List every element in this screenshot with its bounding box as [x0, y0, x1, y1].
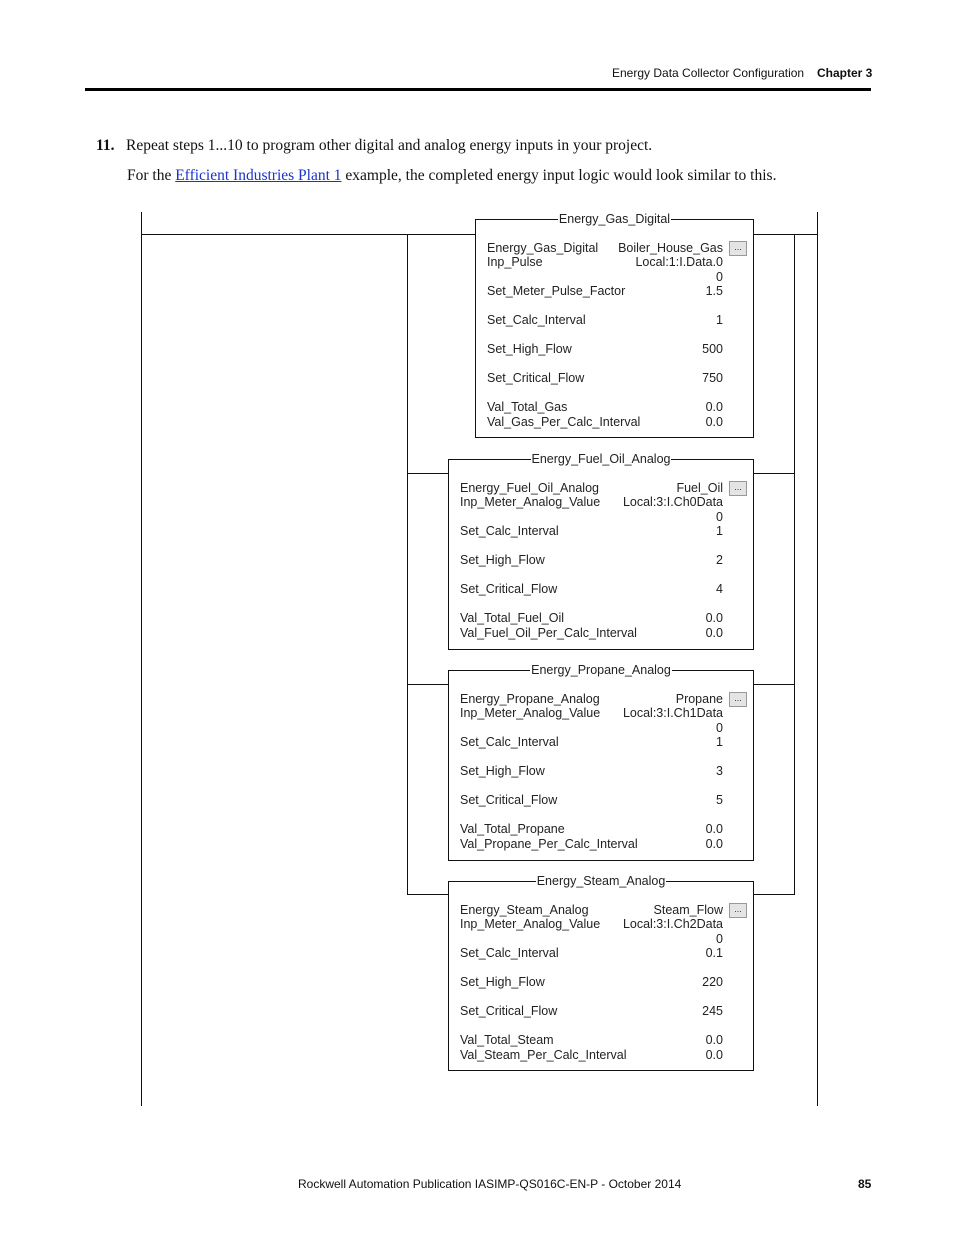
- aoi-param-row: Val_Steam_Per_Calc_Interval 0.0: [460, 1048, 723, 1062]
- aoi-param-row: 0: [716, 270, 723, 284]
- left-power-rail: [141, 212, 142, 1106]
- aoi-param-row: Set_High_Flow 3: [460, 764, 723, 778]
- para-prefix: For the: [127, 167, 176, 184]
- browse-button[interactable]: ...: [729, 903, 747, 918]
- step-text: Repeat steps 1...10 to program other digital and analog energy inputs in your project.: [126, 137, 653, 154]
- branch-right-wire: [794, 234, 795, 894]
- aoi-param-row: Set_Critical_Flow 750: [487, 371, 723, 385]
- aoi-param-row: Set_Calc_Interval 0.1: [460, 946, 723, 960]
- aoi-param-row: Val_Gas_Per_Calc_Interval 0.0: [487, 415, 723, 429]
- aoi-param-row: Set_High_Flow 2: [460, 553, 723, 567]
- aoi-instance-row: Energy_Gas_Digital Boiler_House_Gas: [487, 241, 723, 255]
- aoi-param-row: Set_Critical_Flow 245: [460, 1004, 723, 1018]
- footer-page-number: 85: [858, 1177, 872, 1191]
- aoi-param-row: Set_Calc_Interval 1: [487, 313, 723, 327]
- aoi-title: Energy_Steam_Analog: [536, 874, 666, 888]
- browse-button[interactable]: ...: [729, 692, 747, 707]
- header-section-title: Energy Data Collector Configuration: [612, 66, 805, 80]
- aoi-param-row: Set_Critical_Flow 5: [460, 793, 723, 807]
- aoi-param-row: Inp_Pulse Local:1:I.Data.0: [487, 255, 723, 269]
- aoi-param-row: Val_Fuel_Oil_Per_Calc_Interval 0.0: [460, 626, 723, 640]
- aoi-param-row: Val_Total_Propane 0.0: [460, 822, 723, 836]
- aoi-param-row: Inp_Meter_Analog_Value Local:3:I.Ch2Data: [460, 917, 723, 931]
- aoi-param-row: Val_Total_Gas 0.0: [487, 400, 723, 414]
- efficient-industries-link[interactable]: Efficient Industries Plant 1: [175, 167, 342, 184]
- aoi-param-row: 0: [716, 721, 723, 735]
- header-chapter: Chapter 3: [817, 66, 873, 80]
- aoi-param-row: Set_Meter_Pulse_Factor 1.5: [487, 284, 723, 298]
- header-rule: [85, 88, 871, 91]
- aoi-block-steam-analog[interactable]: [448, 874, 754, 1071]
- aoi-param-row: Set_High_Flow 500: [487, 342, 723, 356]
- aoi-instance-row: Energy_Fuel_Oil_Analog Fuel_Oil: [460, 481, 723, 495]
- aoi-block-propane-analog[interactable]: [448, 663, 754, 861]
- aoi-title: Energy_Gas_Digital: [558, 212, 671, 226]
- aoi-param-row: 0: [716, 932, 723, 946]
- aoi-block-gas-digital[interactable]: [475, 212, 754, 438]
- aoi-param-row: Set_Calc_Interval 1: [460, 524, 723, 538]
- right-power-rail: [817, 212, 818, 1106]
- aoi-param-row: Val_Total_Steam 0.0: [460, 1033, 723, 1047]
- aoi-param-row: Val_Propane_Per_Calc_Interval 0.0: [460, 837, 723, 851]
- step-11: [96, 137, 652, 155]
- aoi-param-row: Set_Calc_Interval 1: [460, 735, 723, 749]
- aoi-param-row: Set_High_Flow 220: [460, 975, 723, 989]
- aoi-instance-row: Energy_Steam_Analog Steam_Flow: [460, 903, 723, 917]
- example-paragraph: [127, 167, 776, 185]
- branch-left-wire: [407, 234, 408, 894]
- aoi-param-row: 0: [716, 510, 723, 524]
- aoi-block-fuel-oil-analog[interactable]: [448, 452, 754, 650]
- aoi-param-row: Inp_Meter_Analog_Value Local:3:I.Ch0Data: [460, 495, 723, 509]
- browse-button[interactable]: ...: [729, 241, 747, 256]
- aoi-instance-row: Energy_Propane_Analog Propane: [460, 692, 723, 706]
- footer-publication: Rockwell Automation Publication IASIMP-QS016C-EN-P - October 2014: [298, 1177, 682, 1191]
- step-number: 11.: [96, 137, 115, 154]
- aoi-title: Energy_Propane_Analog: [531, 663, 671, 677]
- para-suffix: example, the completed energy input logic would look similar to this.: [341, 167, 777, 184]
- aoi-param-row: Set_Critical_Flow 4: [460, 582, 723, 596]
- aoi-param-row: Val_Total_Fuel_Oil 0.0: [460, 611, 723, 625]
- browse-button[interactable]: ...: [729, 481, 747, 496]
- aoi-param-row: Inp_Meter_Analog_Value Local:3:I.Ch1Data: [460, 706, 723, 720]
- aoi-title: Energy_Fuel_Oil_Analog: [531, 452, 671, 466]
